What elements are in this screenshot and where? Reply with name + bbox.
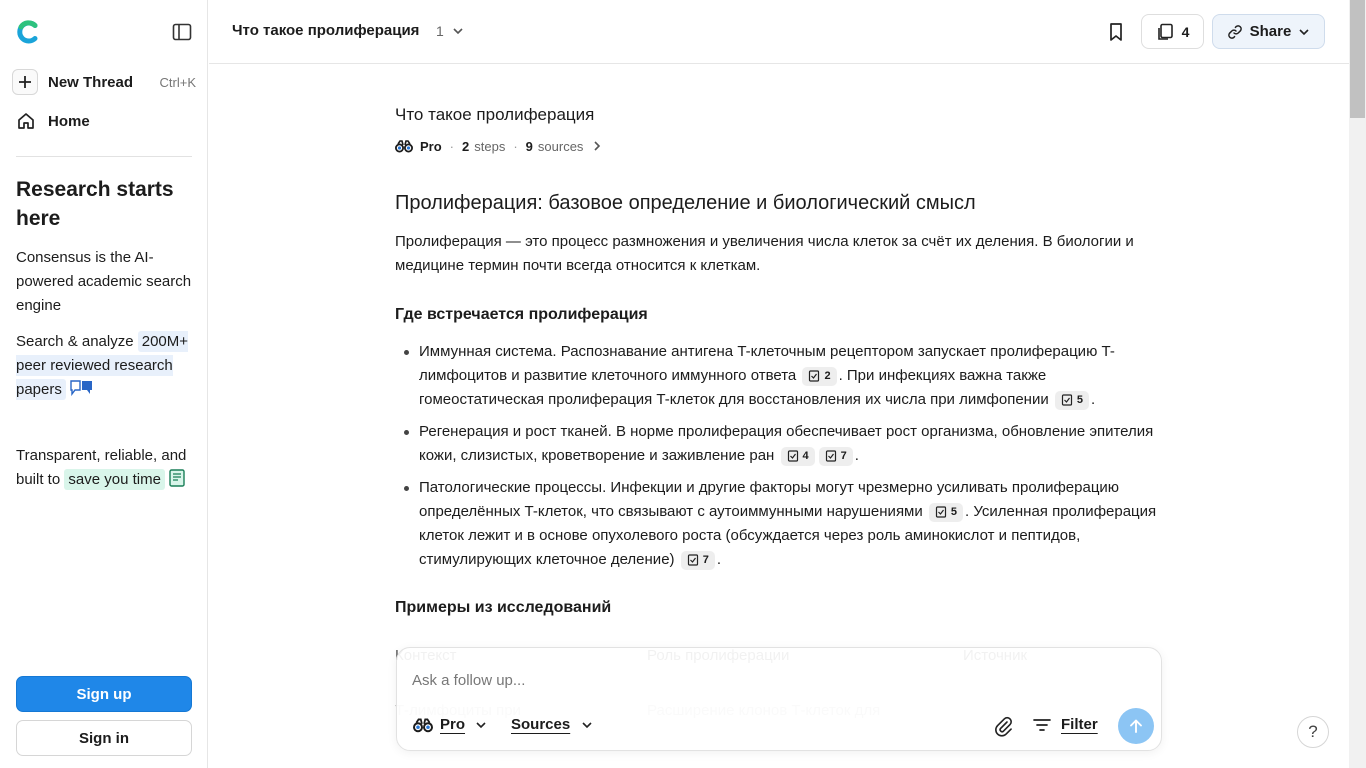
- promo-transparent-text: [16, 444, 196, 492]
- mode-label: Pro: [420, 138, 442, 154]
- sources-number: 9: [525, 138, 533, 154]
- share-label: Share: [1249, 23, 1292, 40]
- follow-up-input[interactable]: [412, 668, 1112, 692]
- sources-selector[interactable]: [511, 716, 593, 733]
- promo-description: Consensus is the AI-powered academic search engine: [16, 249, 192, 314]
- citation-badge[interactable]: [929, 503, 963, 522]
- new-thread-label: New Thread: [48, 73, 134, 91]
- bullet-text: .: [854, 447, 859, 464]
- citation-icon: [787, 450, 799, 462]
- chevron-down-icon[interactable]: [451, 24, 465, 38]
- bullet-lead: Иммунная система.: [419, 343, 557, 360]
- quote-icon: [70, 380, 94, 396]
- citation-icon: [1061, 394, 1073, 406]
- promo-title: Research starts here: [16, 178, 174, 230]
- citation-number: 7: [702, 554, 709, 566]
- chevron-down-icon: [1298, 26, 1310, 38]
- home-nav-item[interactable]: [16, 111, 90, 131]
- chevron-right-icon: [591, 140, 603, 152]
- paperclip-icon[interactable]: [992, 715, 1014, 737]
- sources-count: 4: [1181, 23, 1190, 40]
- citation-number: 5: [1076, 394, 1084, 406]
- list-item: [395, 476, 1165, 572]
- filter-icon: [1033, 717, 1051, 733]
- citation-badge[interactable]: [781, 447, 815, 466]
- citation-badge[interactable]: [681, 551, 715, 570]
- sources-count-button[interactable]: [1141, 14, 1204, 49]
- sidebar-toggle-icon[interactable]: [171, 21, 193, 43]
- bullet-text: . При инфекциях важна также гомеостатическая пролиферация T-клеток для восстановления их числа при лимфопении: [419, 367, 1053, 408]
- bullet-text: Распознавание антигена T-клеточным рецептором запускает пролиферацию T-лимфоцитов и развитие клеточного иммунного ответа: [419, 343, 1115, 384]
- citation-badge[interactable]: [1055, 391, 1089, 410]
- bullet-text: . Усиленная пролиферация клеток лежит и в основе опухолевого роста (обсуждается через роль аминокислот и пептидов, стимулирующих клеточное деление): [419, 503, 1157, 568]
- sidebar-divider: [16, 156, 192, 157]
- sign-in-button[interactable]: Sign in: [16, 720, 192, 756]
- home-icon: [16, 111, 36, 131]
- mode-selector-label: Pro: [440, 716, 466, 733]
- bullet-lead: Патологические процессы.: [419, 479, 607, 496]
- bullet-list: [395, 340, 1165, 580]
- thread-title: Что такое пролиферация: [232, 22, 420, 39]
- arrow-up-icon: [1128, 718, 1144, 734]
- bullet-text: .: [716, 551, 721, 568]
- promo-transparent-prefix: Transparent, reliable, and built to: [16, 447, 187, 488]
- answer-intro: Пролиферация — это процесс размножения и увеличения числа клеток за счёт их деления. В биологии и медицине термин почти всегда относится к клеткам.: [395, 233, 1134, 274]
- mode-selector[interactable]: [413, 716, 487, 733]
- new-thread-button[interactable]: [12, 69, 196, 95]
- thread-count: 1: [436, 23, 444, 39]
- chevron-down-icon: [581, 719, 593, 731]
- citation-number: 7: [840, 450, 847, 462]
- help-button[interactable]: ?: [1297, 716, 1329, 748]
- citation-number: 4: [802, 450, 809, 462]
- plus-icon: [12, 69, 38, 95]
- citation-icon: [808, 370, 820, 382]
- question-title: Что такое пролиферация: [395, 105, 595, 124]
- copy-pages-icon: [1156, 23, 1174, 41]
- home-label: Home: [48, 112, 90, 130]
- sign-up-button[interactable]: Sign up: [16, 676, 192, 712]
- filter-label: Filter: [1061, 716, 1098, 733]
- promo-save-time-highlight: save you time: [64, 469, 165, 490]
- sources-label: sources: [537, 138, 584, 154]
- citation-number: 5: [950, 506, 958, 518]
- follow-up-composer: [396, 647, 1162, 751]
- new-thread-shortcut: Ctrl+K: [159, 74, 196, 90]
- bookmark-icon[interactable]: [1105, 21, 1127, 43]
- list-item: [395, 420, 1165, 468]
- citation-icon: [935, 506, 947, 518]
- share-button[interactable]: [1212, 14, 1325, 49]
- section-heading: Где встречается пролиферация: [395, 306, 648, 323]
- sources-selector-label: Sources: [511, 716, 571, 733]
- bullet-text: Инфекции и другие факторы могут чрезмерно усиливать пролиферацию определённых T-клеток, что связывают с аутоиммунными нарушениями: [419, 479, 1120, 520]
- bullet-lead: Регенерация и рост тканей.: [419, 423, 612, 440]
- steps-label: steps: [474, 138, 506, 154]
- consensus-logo-icon[interactable]: [15, 19, 41, 45]
- binoculars-icon: [413, 717, 433, 733]
- document-icon: [169, 469, 185, 487]
- citation-number: 2: [824, 370, 831, 382]
- link-icon: [1227, 24, 1243, 40]
- answer-meta[interactable]: Pro · 2 steps · 9 sources: [395, 138, 603, 154]
- promo-search-text: [16, 330, 196, 402]
- answer-heading: Пролиферация: базовое определение и биологический смысл: [395, 192, 976, 214]
- binoculars-icon: [395, 139, 413, 153]
- bullet-text: .: [1091, 391, 1096, 408]
- scrollbar-thumb[interactable]: [1350, 0, 1365, 118]
- citation-badge[interactable]: [819, 447, 853, 466]
- bullet-text: В норме пролиферация обеспечивает рост организма, обновление эпителия кожи, слизистых, кроветворение и заживление ран: [419, 423, 1154, 464]
- promo-search-prefix: Search & analyze: [16, 333, 138, 350]
- citation-badge[interactable]: [802, 367, 836, 386]
- sidebar: [0, 0, 208, 768]
- steps-count: 2: [462, 138, 470, 154]
- citation-icon: [687, 554, 699, 566]
- thread-header: [209, 0, 1349, 64]
- chevron-down-icon: [475, 719, 487, 731]
- send-button[interactable]: [1118, 708, 1154, 744]
- citation-icon: [825, 450, 837, 462]
- section-heading: Примеры из исследований: [395, 599, 612, 616]
- filter-button[interactable]: [1033, 716, 1098, 733]
- promo-papers-highlight: 200M+ peer reviewed research papers: [16, 333, 189, 398]
- list-item: [395, 340, 1165, 412]
